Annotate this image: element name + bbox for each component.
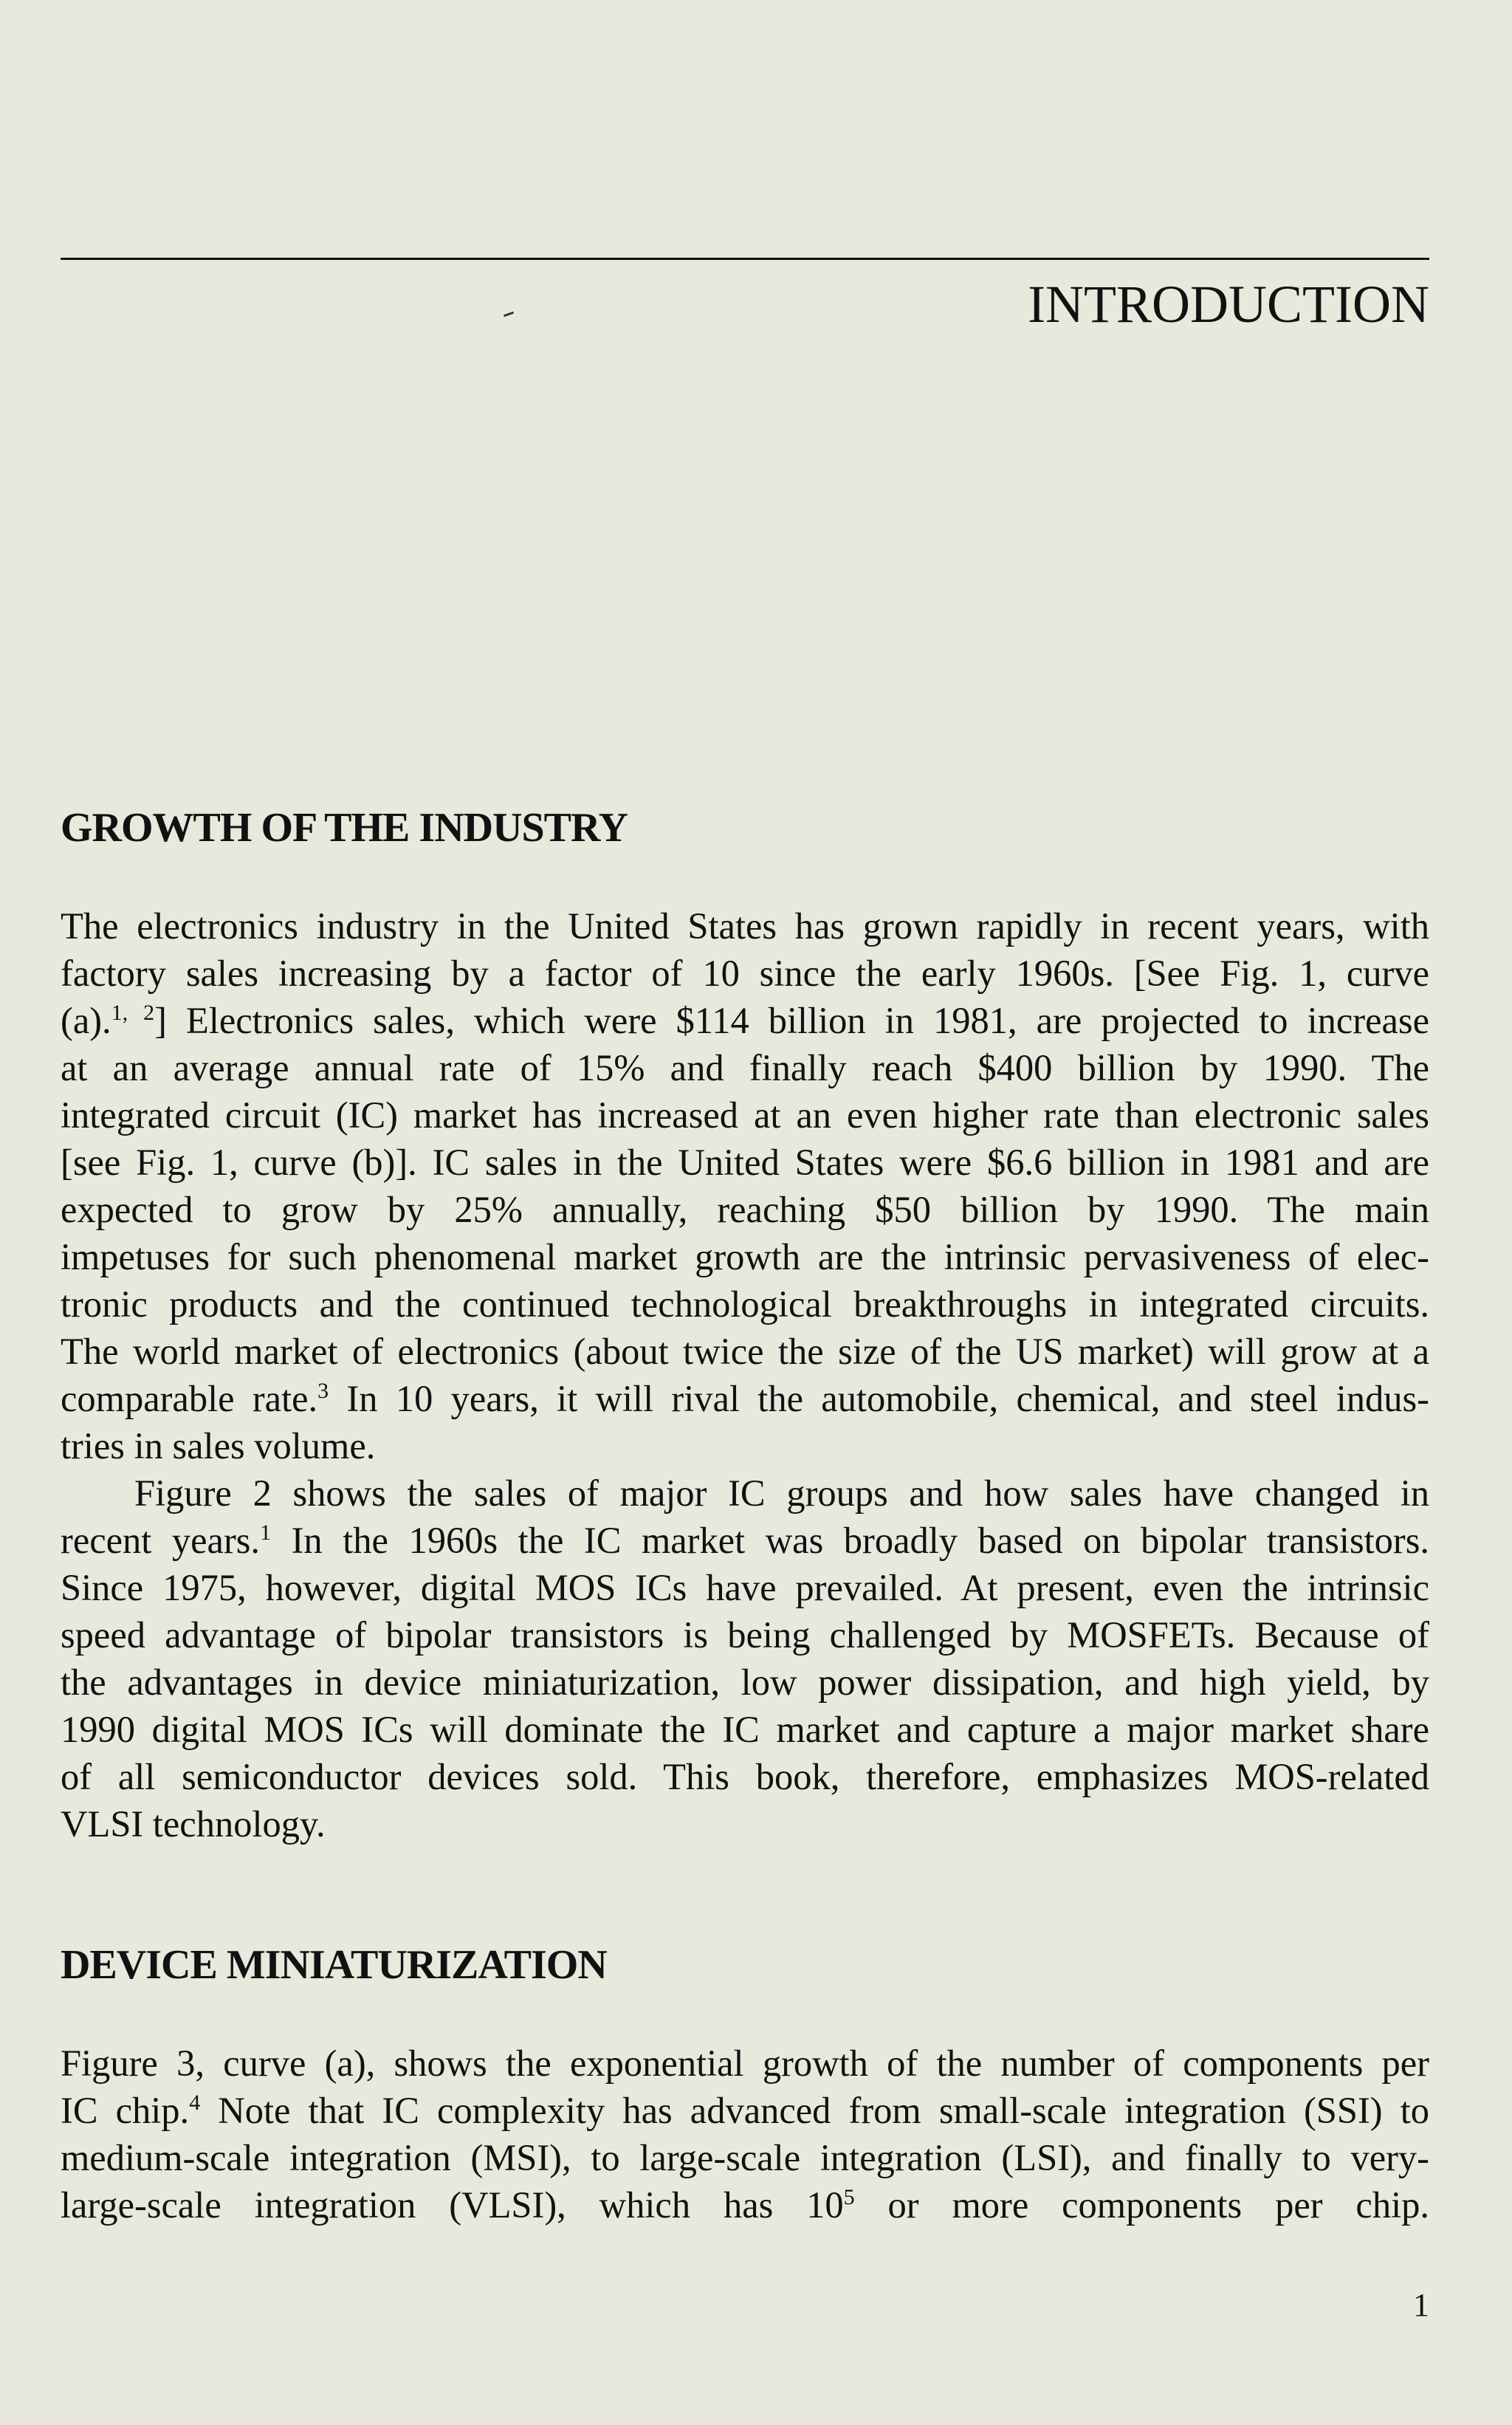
text-line: expected to grow by 25% annually, reaching $50 billion by 1990. The main [61,1189,1429,1230]
text-line: speed advantage of bipolar transistors is being challenged by MOSFETs. Because of [61,1614,1429,1656]
text-line: Since 1975, however, digital MOS ICs have prevailed. At present, even the intrinsic [61,1567,1429,1608]
text-line: IC chip.$^4$ Note that IC complexity has advanced from small-scale integration (SSI) to [61,2090,1429,2131]
text-line: 1990 digital MOS ICs will dominate the IC market and capture a major market share [61,1709,1429,1750]
paragraph-growth-1 [61,902,1429,1469]
text-line: impetuses for such phenomenal market growth are the intrinsic pervasiveness of elec- [61,1236,1429,1277]
paragraph-growth-2 [61,1469,1429,1848]
text-line: Figure 2 shows the sales of major IC groups and how sales have changed in [134,1472,1429,1514]
text-line: The electronics industry in the United States has grown rapidly in recent years, with [61,905,1429,947]
text-line: the advantages in device miniaturization, low power dissipation, and high yield, by [61,1661,1429,1703]
text-line: tries in sales volume. [61,1425,376,1467]
chapter-title: INTRODUCTION [1028,275,1429,334]
page-number: 1 [1413,2287,1429,2323]
text-line: recent years.$^1$ In the 1960s the IC market was broadly based on bipolar transistors. [61,1520,1429,1561]
paragraph-miniaturization-1 [61,2040,1429,2229]
section-heading-miniaturization: DEVICE MINIATURIZATION [61,1942,607,1988]
text-line: The world market of electronics (about twice the size of the US market) will grow at a [61,1331,1429,1372]
text-line: medium-scale integration (MSI), to large-scale integration (LSI), and finally to very- [61,2137,1429,2178]
text-line: large-scale integration (VLSI), which has $10^5$ or more components per chip. [61,2184,1429,2226]
header-rule [61,258,1429,260]
text-line: [see Fig. 1, curve (b)]. IC sales in the United States were $6.6 billion in 1981 and are [61,1142,1429,1183]
text-line: factory sales increasing by a factor of 10 since the early 1960s. [See Fig. 1, curve [61,953,1429,994]
section-heading-growth: GROWTH OF THE INDUSTRY [61,805,628,851]
text-line: at an average annual rate of 15% and finally reach $400 billion by 1990. The [61,1047,1429,1088]
text-line: tronic products and the continued technological breakthroughs in integrated circuits. [61,1283,1429,1325]
text-line: Figure 3, curve (a), shows the exponential growth of the number of components per [61,2042,1429,2084]
text-line: comparable rate.$^3$ In 10 years, it will rival the automobile, chemical, and steel indus- [61,1378,1429,1419]
text-line: of all semiconductor devices sold. This book, therefore, emphasizes MOS-related [61,1756,1429,1797]
text-line: integrated circuit (IC) market has increased at an even higher rate than electronic sales [61,1094,1429,1136]
scan-speck [504,312,514,318]
text-line: VLSI technology. [61,1803,326,1845]
text-line: (a).$^{1, 2}$] Electronics sales, which were $114 billion in 1981, are projected to increase [61,1000,1429,1041]
